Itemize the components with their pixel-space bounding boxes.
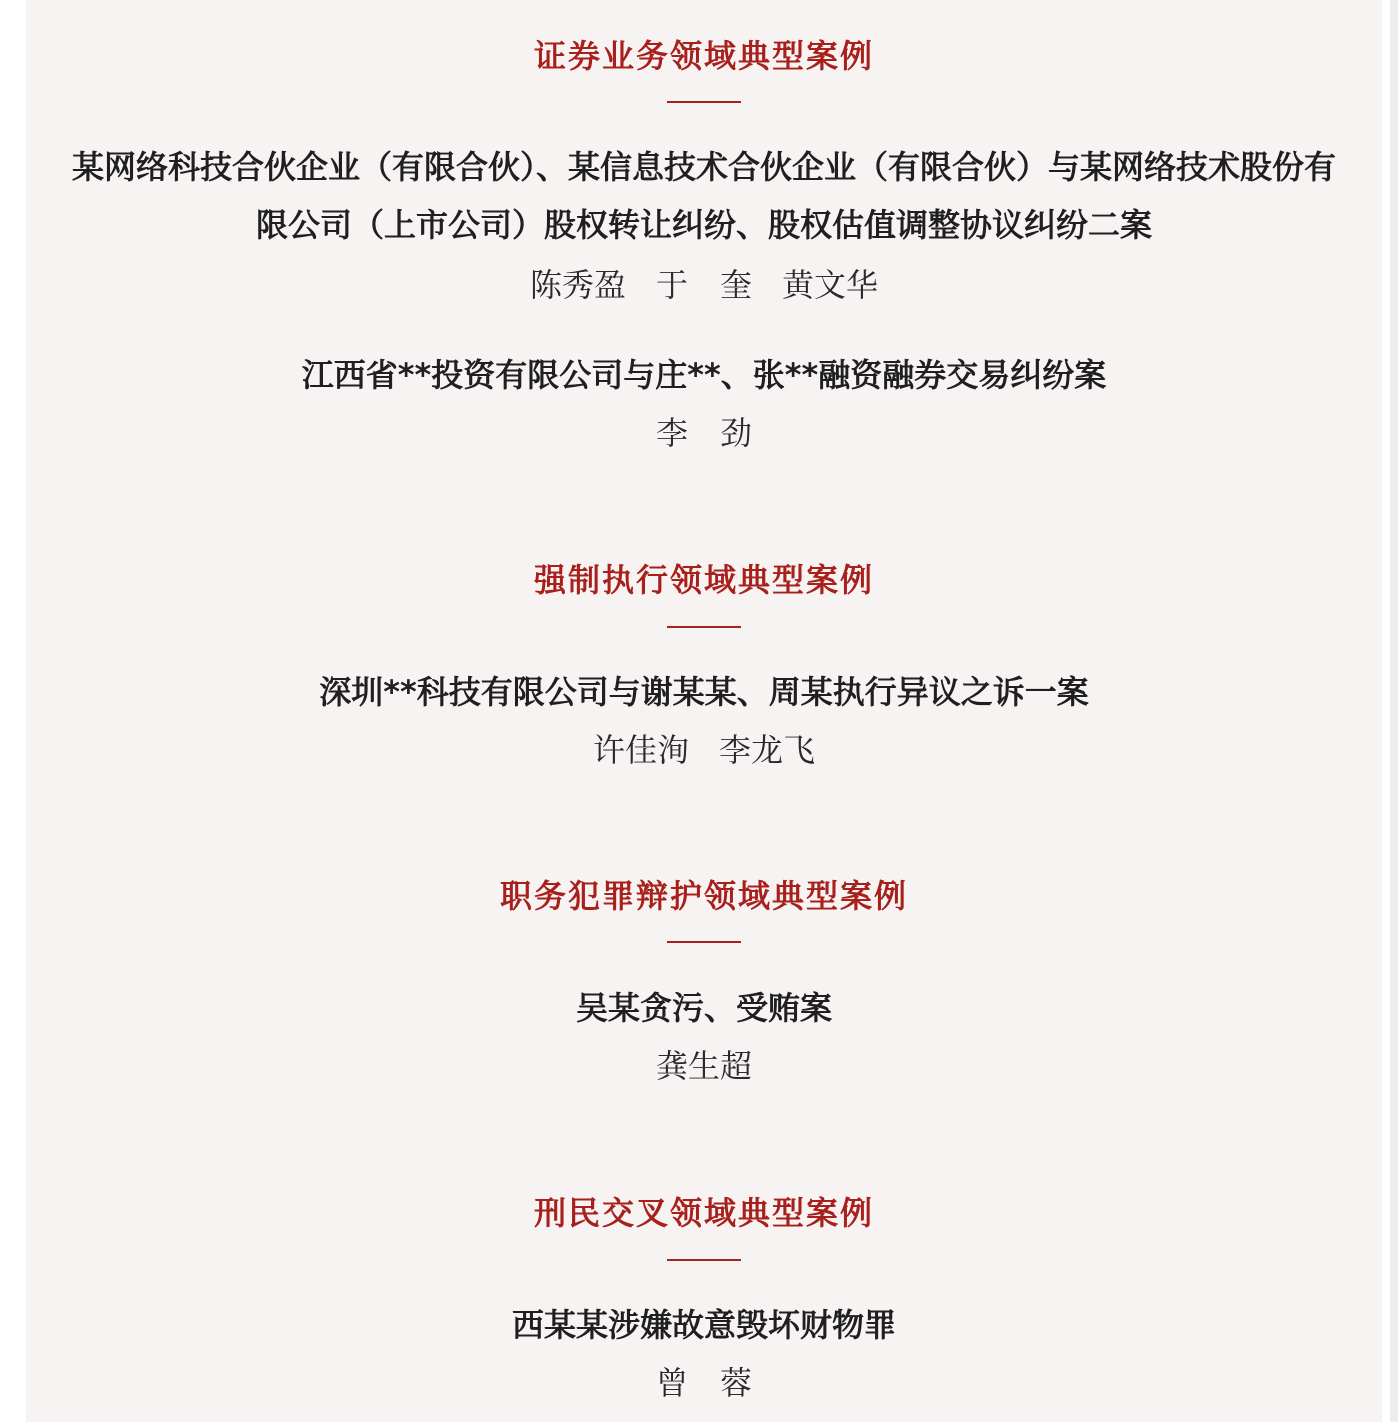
case-authors — [26, 1363, 1382, 1403]
section-divider — [667, 101, 741, 103]
case-title-line: 西某某涉嫌故意毁坏财物罪 — [511, 1306, 896, 1344]
case-title-line: 江西省**投资有限公司与庄**、张**融资融券交易纠纷案 — [301, 356, 1107, 394]
case-title-line: 深圳**科技有限公司与谢某某、周某执行异议之诉一案 — [319, 673, 1089, 711]
case-title-line: 吴某贪污、受贿案 — [575, 989, 832, 1027]
section-divider — [667, 626, 741, 628]
author-name: 李 劲 — [655, 414, 752, 452]
author-name: 许佳洵 — [592, 731, 689, 769]
section-title-securities: 证券业务领域典型案例 — [533, 37, 874, 75]
author-name: 陈秀盈 — [529, 266, 626, 304]
case-title — [26, 979, 1382, 1037]
case-authors — [26, 730, 1382, 770]
case-title-line: 某网络科技合伙企业（有限合伙）、某信息技术合伙企业（有限合伙）与某网络技术股份有 — [71, 148, 1336, 186]
author-name: 龚生超 — [655, 1047, 752, 1085]
author-name: 李龙飞 — [719, 731, 816, 769]
case-authors — [26, 1046, 1382, 1086]
section-title-criminal-civil: 刑民交叉领域典型案例 — [533, 1194, 874, 1232]
case-authors — [26, 265, 1382, 305]
case-title-line: 限公司（上市公司）股权转让纠纷、股权估值调整协议纠纷二案 — [255, 206, 1152, 244]
case-authors — [26, 413, 1382, 453]
section-divider — [667, 1259, 741, 1261]
author-name: 黄文华 — [782, 266, 879, 304]
case-title — [26, 663, 1382, 721]
section-title-enforcement: 强制执行领域典型案例 — [533, 561, 874, 599]
case-title — [26, 346, 1382, 404]
author-name: 曾 蓉 — [655, 1364, 752, 1402]
case-title — [26, 138, 1382, 254]
section-title-duty-crime: 职务犯罪辩护领域典型案例 — [499, 877, 908, 915]
scrollbar-track[interactable] — [1390, 0, 1398, 1422]
section-divider — [667, 941, 741, 943]
author-name: 于 奎 — [655, 266, 752, 304]
case-title — [26, 1296, 1382, 1354]
